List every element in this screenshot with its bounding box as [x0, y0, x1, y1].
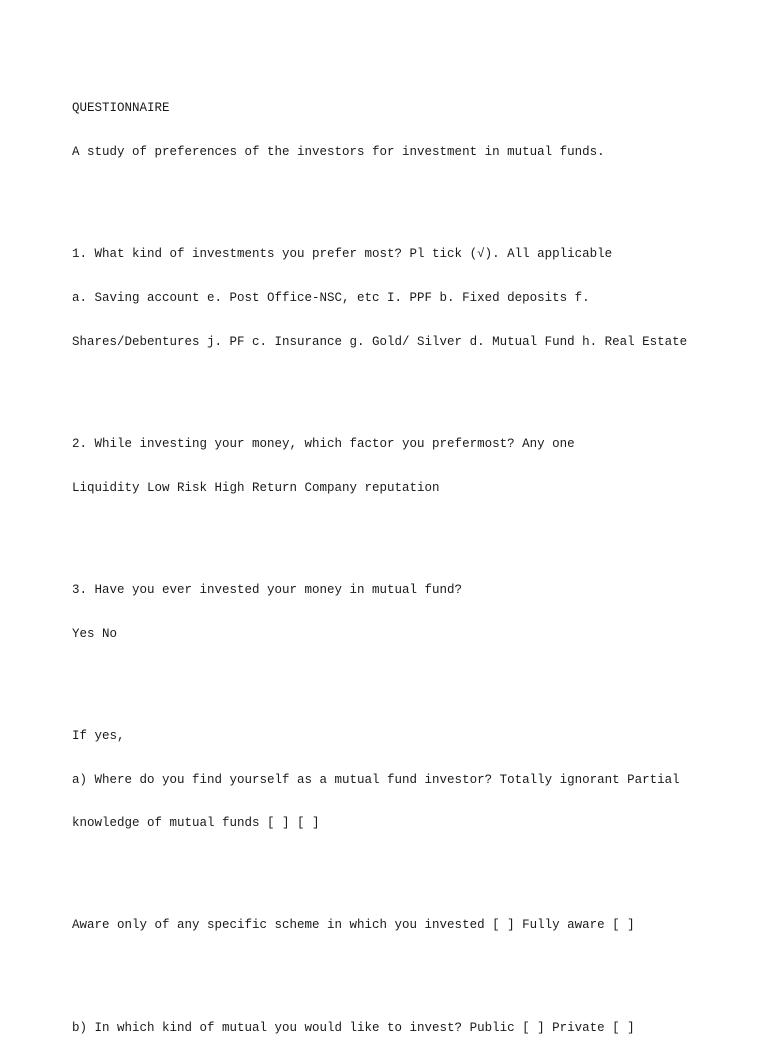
if-yes-label: If yes, [72, 728, 125, 743]
question-2: 2. While investing your money, which factor you prefermost? Any one [72, 436, 575, 451]
sub-question-a-line-3: Aware only of any specific scheme in which you invested [ ] Fully aware [ ] [72, 918, 635, 933]
spacer [72, 524, 712, 539]
spacer [72, 962, 712, 977]
question-1: 1. What kind of investments you prefer most? Pl tick (√). All applicable [72, 247, 613, 262]
sub-question-b: b) In which kind of mutual you would like to invest? Public [ ] Private [ ] [72, 1020, 635, 1035]
spacer [72, 670, 712, 685]
question-3: 3. Have you ever invested your money in mutual fund? [72, 582, 463, 597]
spacer [72, 378, 712, 393]
document-subtitle: A study of preferences of the investors for investment in mutual funds. [72, 144, 605, 159]
spacer [72, 189, 712, 204]
document-page [72, 72, 712, 1050]
question-1-options-line-1: a. Saving account e. Post Office-NSC, etc I. PPF b. Fixed deposits f. [72, 290, 590, 305]
question-3-options: Yes No [72, 626, 118, 641]
spacer [72, 860, 712, 875]
sub-question-a-line-1: a) Where do you find yourself as a mutual fund investor? Totally ignorant Partial [72, 772, 680, 787]
sub-question-a-line-2: knowledge of mutual funds [ ] [ ] [72, 816, 320, 831]
document-heading: QUESTIONNAIRE [72, 101, 170, 116]
question-1-options-line-2: Shares/Debentures j. PF c. Insurance g. Gold/ Silver d. Mutual Fund h. Real Estate [72, 334, 688, 349]
question-2-options: Liquidity Low Risk High Return Company reputation [72, 480, 440, 495]
